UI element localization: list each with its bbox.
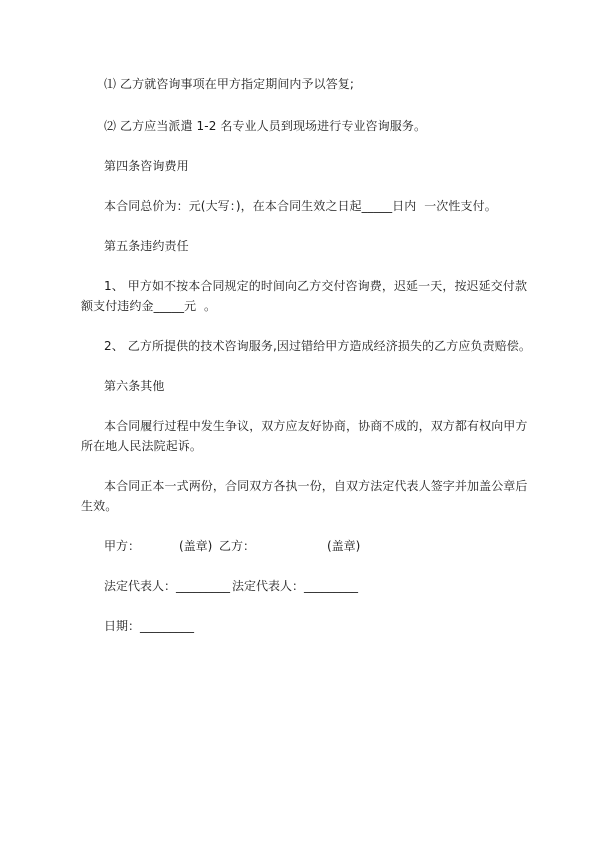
article-6-para-1-line-2: 所在地人民法院起诉。 (81, 439, 203, 453)
party-b-representative: 法定代表人：_________ (232, 579, 359, 593)
article-5-para-1-line-1: 1、 甲方如不按本合同规定的时间向乙方交付咨询费，迟延一天，按迟延交付款 (104, 279, 528, 293)
article-5-para-1-line-2: 额支付违约金_____元 。 (81, 299, 217, 313)
party-a-seal: (盖章) (179, 539, 213, 553)
clause-item-2: ⑵ 乙方应当派遣 1-2 名专业人员到现场进行专业咨询服务。 (104, 119, 427, 133)
signature-date-row (104, 618, 195, 666)
party-b-label: 乙方： (219, 539, 256, 553)
article-6-para-2-line-2: 生效。 (81, 499, 118, 513)
article-4-title: 第四条咨询费用 (104, 159, 189, 173)
article-6-para-2-line-1: 本合同正本一式两份，合同双方各执一份，自双方法定代表人签字并加盖公章后 (104, 479, 528, 493)
article-5-title: 第五条违约责任 (104, 239, 189, 253)
clause-item-1: ⑴ 乙方就咨询事项在甲方指定期间内予以答复; (104, 77, 355, 91)
article-4-text: 本合同总价为：元(大写：)，在本合同生效之日起_____日内 一次性支付。 (104, 199, 497, 213)
signature-date: 日期：_________ (104, 619, 195, 633)
party-a-label: 甲方： (104, 539, 141, 553)
article-6-para-1-line-1: 本合同履行过程中发生争议，双方应友好协商，协商不成的，双方都有权向甲方 (104, 419, 528, 433)
party-a-representative: 法定代表人：_________ (104, 579, 231, 593)
article-5-para-2: 2、 乙方所提供的技术咨询服务,因过错给甲方造成经济损失的乙方应负责赔偿。 (104, 339, 531, 353)
article-6-title: 第六条其他 (104, 379, 165, 393)
party-b-seal: (盖章) (327, 539, 361, 553)
